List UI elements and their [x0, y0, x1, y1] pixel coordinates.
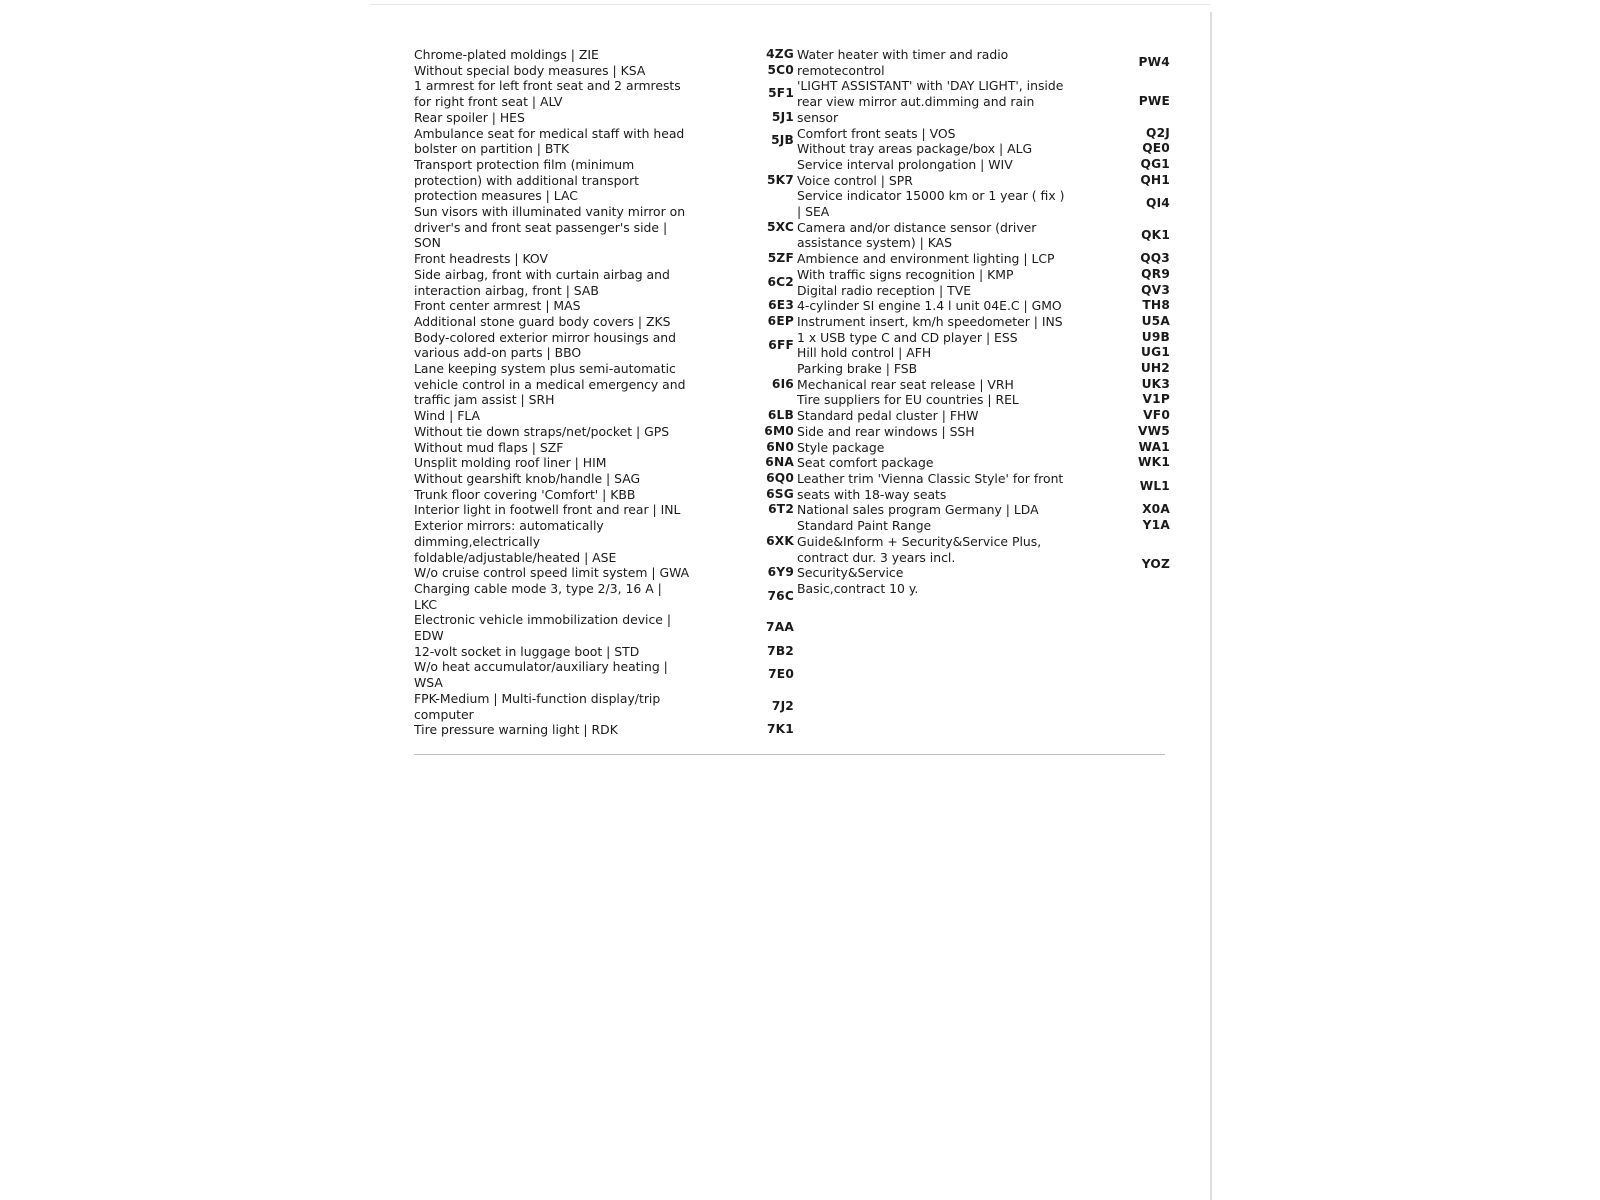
equipment-description: [414, 126, 754, 157]
option-code: 6EP: [767, 313, 794, 328]
option-code: 7AA: [766, 620, 794, 635]
description-line: Style package: [797, 439, 885, 455]
equipment-row: [797, 455, 1170, 471]
equipment-row: [797, 188, 1170, 219]
equipment-description: [414, 47, 754, 63]
description-line: Water heater with timer and radio: [797, 47, 1009, 62]
equipment-description: [414, 518, 754, 565]
equipment-description: [414, 157, 754, 204]
equipment-row: [414, 204, 794, 251]
equipment-description: [414, 644, 754, 660]
description-line: 4-cylinder SI engine 1.4 l unit 04E.C | GMO: [797, 298, 1062, 314]
option-code: 7K1: [766, 722, 794, 737]
equipment-description: [797, 298, 1065, 314]
description-line: 1 armrest for left front seat and 2 armrests: [414, 78, 681, 94]
equipment-description: [797, 440, 1065, 456]
description-line: Hill hold control | AFH: [797, 345, 932, 361]
equipment-description: [414, 298, 754, 314]
description-line: 'LIGHT ASSISTANT' with 'DAY LIGHT', inside: [797, 78, 1064, 94]
option-code: QQ3: [1140, 251, 1170, 266]
equipment-row: [797, 251, 1170, 267]
description-line: Without tray areas package/box | ALG: [797, 141, 1033, 157]
equipment-row: [797, 283, 1170, 299]
equipment-description: [414, 659, 754, 690]
equipment-description: [797, 502, 1065, 518]
option-code: TH8: [1142, 298, 1170, 313]
equipment-description: [414, 612, 754, 643]
equipment-row: [414, 487, 794, 503]
equipment-list-right: [797, 47, 1170, 597]
description-line: Side and rear windows | SSH: [797, 423, 975, 439]
description-line: EDW: [414, 628, 444, 644]
equipment-row: [797, 534, 1170, 597]
description-line: Wind | FLA: [414, 408, 480, 424]
table-bottom-divider: [414, 754, 1165, 755]
option-code: 5JB: [771, 133, 794, 148]
description-line: Electronic vehicle immobilization device |: [414, 612, 672, 628]
option-code: 5ZF: [767, 251, 794, 266]
option-code: U5A: [1141, 313, 1170, 328]
option-code: 7J2: [771, 698, 794, 713]
description-line: Unsplit molding roof liner | HIM: [414, 455, 607, 471]
description-line: Sun visors with illuminated vanity mirror on: [414, 204, 686, 220]
description-line: | SEA: [797, 204, 830, 220]
description-line: Ambulance seat for medical staff with head: [414, 125, 685, 141]
equipment-row: [414, 502, 794, 518]
equipment-description: [797, 220, 1065, 251]
option-code: X0A: [1142, 502, 1170, 517]
option-code: 6FF: [768, 337, 794, 352]
equipment-row: [797, 345, 1170, 361]
description-line: Lane keeping system plus semi-automatic: [414, 361, 676, 377]
option-code: UH2: [1140, 361, 1170, 376]
option-code: UG1: [1141, 345, 1170, 360]
description-line: Comfort front seats | VOS: [797, 125, 956, 141]
equipment-description: [797, 408, 1065, 424]
description-line: Digital radio reception | TVE: [797, 282, 972, 298]
equipment-row: [414, 251, 794, 267]
description-line: Service interval prolongation | WIV: [797, 156, 1013, 172]
description-line: Rear spoiler | HES: [414, 109, 525, 125]
description-line: Chrome-plated moldings | ZIE: [414, 47, 599, 62]
equipment-description: [414, 440, 754, 456]
option-code: QR9: [1141, 266, 1170, 281]
option-code: PWE: [1138, 94, 1170, 109]
equipment-row: [797, 502, 1170, 518]
option-code: V1P: [1142, 392, 1170, 407]
equipment-description: [414, 204, 754, 251]
equipment-row: [797, 330, 1170, 346]
option-code: QI4: [1146, 196, 1170, 211]
equipment-description: [414, 267, 754, 298]
equipment-row: [797, 78, 1170, 125]
equipment-description: [797, 534, 1065, 597]
equipment-description: [797, 377, 1065, 393]
equipment-row: [797, 141, 1170, 157]
equipment-description: [414, 251, 754, 267]
description-line: LKC: [414, 596, 438, 612]
equipment-description: [797, 361, 1065, 377]
equipment-row: [797, 47, 1170, 78]
option-code: WL1: [1139, 478, 1170, 493]
scan-right-edge: [1210, 12, 1212, 1200]
description-line: foldable/adjustable/heated | ASE: [414, 549, 617, 565]
description-line: 12-volt socket in luggage boot | STD: [414, 643, 640, 659]
equipment-row: [797, 440, 1170, 456]
description-line: Side airbag, front with curtain airbag and: [414, 266, 670, 282]
equipment-row: [797, 126, 1170, 142]
equipment-row: [414, 424, 794, 440]
description-line: Front headrests | KOV: [414, 251, 548, 267]
option-code: PW4: [1138, 54, 1170, 69]
option-code: YOZ: [1141, 557, 1170, 572]
option-code: 6M0: [764, 423, 794, 438]
equipment-description: [414, 487, 754, 503]
equipment-row: [414, 471, 794, 487]
option-code: 6LB: [767, 408, 794, 423]
equipment-description: [414, 314, 754, 330]
description-line: FPK-Medium | Multi-function display/trip: [414, 690, 661, 706]
description-line: sensor: [797, 109, 839, 125]
option-code: 6Y9: [767, 565, 794, 580]
equipment-row: [414, 330, 794, 361]
equipment-row: [414, 518, 794, 565]
description-line: Mechanical rear seat release | VRH: [797, 376, 1014, 392]
option-code: WA1: [1138, 439, 1170, 454]
equipment-description: [797, 345, 1065, 361]
equipment-description: [797, 392, 1065, 408]
equipment-row: [414, 63, 794, 79]
equipment-row: [414, 361, 794, 408]
equipment-row: [414, 314, 794, 330]
equipment-description: [797, 78, 1065, 125]
equipment-row: [414, 126, 794, 157]
equipment-row: [414, 722, 794, 738]
description-line: Basic,contract 10 y.: [797, 580, 919, 596]
option-code: 5K7: [766, 172, 794, 187]
description-line: Front center armrest | MAS: [414, 298, 581, 314]
equipment-description: [414, 581, 754, 612]
description-line: W/o heat accumulator/auxiliary heating |: [414, 659, 668, 675]
equipment-description: [797, 173, 1065, 189]
description-line: Instrument insert, km/h speedometer | INS: [797, 313, 1063, 329]
equipment-description: [797, 141, 1065, 157]
equipment-row: [797, 377, 1170, 393]
equipment-row: [414, 644, 794, 660]
description-line: rear view mirror aut.dimming and rain: [797, 94, 1035, 110]
equipment-description: [414, 63, 754, 79]
equipment-description: [414, 471, 754, 487]
equipment-row: [414, 408, 794, 424]
description-line: Tire suppliers for EU countries | REL: [797, 392, 1019, 408]
equipment-description: [414, 110, 754, 126]
description-line: various add-on parts | BBO: [414, 345, 582, 361]
option-code: QK1: [1141, 227, 1170, 242]
equipment-row: [797, 392, 1170, 408]
option-code: 6SG: [766, 486, 794, 501]
description-line: dimming,electrically: [414, 533, 541, 549]
option-code: QV3: [1141, 282, 1170, 297]
option-code: 5XC: [767, 219, 794, 234]
description-line: Additional stone guard body covers | ZKS: [414, 313, 671, 329]
equipment-row: [414, 47, 794, 63]
equipment-description: [797, 314, 1065, 330]
equipment-row: [414, 78, 794, 109]
option-code: 4ZG: [766, 47, 794, 61]
option-code: 6C2: [767, 274, 794, 289]
equipment-row: [414, 298, 794, 314]
equipment-row: [797, 424, 1170, 440]
equipment-row: [414, 581, 794, 612]
option-code: 6E3: [768, 298, 794, 313]
description-line: Charging cable mode 3, type 2/3, 16 A |: [414, 580, 662, 596]
equipment-row: [414, 691, 794, 722]
equipment-row: [414, 267, 794, 298]
option-code: 6Q0: [766, 470, 794, 485]
description-line: With traffic signs recognition | KMP: [797, 266, 1014, 282]
equipment-description: [797, 455, 1065, 471]
option-code: QH1: [1140, 172, 1170, 187]
description-line: Standard pedal cluster | FHW: [797, 408, 979, 424]
description-line: assistance system) | KAS: [797, 235, 953, 251]
description-line: seats with 18-way seats: [797, 486, 947, 502]
option-code: 76C: [767, 588, 794, 603]
option-code: QG1: [1140, 156, 1170, 171]
description-line: Trunk floor covering 'Comfort' | KBB: [414, 486, 636, 502]
equipment-row: [414, 565, 794, 581]
equipment-row: [797, 157, 1170, 173]
description-line: National sales program Germany | LDA: [797, 502, 1039, 518]
description-line: Guide&Inform + Security&Service Plus,: [797, 533, 1042, 549]
equipment-description: [797, 518, 1065, 534]
equipment-description: [414, 424, 754, 440]
option-code: 6XK: [766, 533, 794, 548]
description-line: W/o cruise control speed limit system | GWA: [414, 565, 690, 581]
equipment-description: [797, 47, 1065, 78]
equipment-description: [797, 471, 1065, 502]
option-code: 6T2: [768, 502, 794, 517]
description-line: Transport protection film (minimum: [414, 156, 635, 172]
description-line: WSA: [414, 675, 443, 691]
equipment-description: [414, 722, 754, 738]
description-line: Body-colored exterior mirror housings and: [414, 329, 676, 345]
equipment-row: [797, 314, 1170, 330]
equipment-description: [797, 157, 1065, 173]
description-line: 1 x USB type C and CD player | ESS: [797, 329, 1018, 345]
option-code: 5J1: [771, 109, 794, 124]
option-code: VW5: [1138, 423, 1170, 438]
equipment-description: [797, 126, 1065, 142]
description-line: protection measures | LAC: [414, 188, 578, 204]
description-line: Leather trim 'Vienna Classic Style' for front: [797, 470, 1064, 486]
option-code: Q2J: [1146, 125, 1170, 140]
description-line: Parking brake | FSB: [797, 361, 918, 377]
description-line: driver's and front seat passenger's side |: [414, 219, 668, 235]
equipment-row: [414, 612, 794, 643]
description-line: Exterior mirrors: automatically: [414, 518, 604, 534]
description-line: Ambience and environment lighting | LCP: [797, 251, 1055, 267]
equipment-description: [414, 502, 754, 518]
description-line: Standard Paint Range: [797, 518, 932, 534]
option-code: U9B: [1141, 329, 1170, 344]
equipment-description: [797, 267, 1065, 283]
equipment-description: [414, 330, 754, 361]
equipment-row: [797, 220, 1170, 251]
description-line: Service indicator 15000 km or 1 year ( fix ): [797, 188, 1065, 204]
option-code: VF0: [1143, 408, 1170, 423]
description-line: protection) with additional transport: [414, 172, 640, 188]
description-line: bolster on partition | BTK: [414, 141, 570, 157]
description-line: interaction airbag, front | SAB: [414, 282, 599, 298]
equipment-row: [797, 298, 1170, 314]
option-code: 5F1: [768, 86, 794, 101]
option-code: 6I6: [771, 376, 794, 391]
equipment-row: [797, 408, 1170, 424]
option-code: Y1A: [1142, 518, 1170, 533]
description-line: SON: [414, 235, 441, 251]
description-line: Seat comfort package: [797, 455, 934, 471]
equipment-description: [414, 691, 754, 722]
equipment-row: [797, 267, 1170, 283]
description-line: Without special body measures | KSA: [414, 62, 646, 78]
description-line: traffic jam assist | SRH: [414, 392, 555, 408]
option-code: QE0: [1142, 141, 1170, 156]
equipment-description: [797, 283, 1065, 299]
option-code: 6NA: [765, 455, 794, 470]
description-line: Camera and/or distance sensor (driver: [797, 219, 1037, 235]
equipment-row: [414, 455, 794, 471]
description-line: Without mud flaps | SZF: [414, 439, 564, 455]
equipment-description: [414, 455, 754, 471]
equipment-description: [414, 408, 754, 424]
equipment-description: [414, 361, 754, 408]
equipment-row: [414, 659, 794, 690]
option-code: WK1: [1138, 455, 1170, 470]
equipment-description: [797, 251, 1065, 267]
equipment-description: [414, 78, 754, 109]
option-code: UK3: [1141, 376, 1170, 391]
equipment-description: [797, 330, 1065, 346]
description-line: Voice control | SPR: [797, 172, 913, 188]
description-line: Tire pressure warning light | RDK: [414, 722, 618, 738]
description-line: computer: [414, 706, 474, 722]
equipment-description: [797, 188, 1065, 219]
equipment-list-left: [414, 47, 794, 738]
option-code: 7E0: [768, 667, 794, 682]
equipment-row: [797, 518, 1170, 534]
equipment-description: [797, 424, 1065, 440]
equipment-row: [414, 157, 794, 204]
equipment-row: [797, 173, 1170, 189]
scan-top-edge: [370, 4, 1210, 5]
option-code: 6N0: [766, 439, 794, 454]
description-line: Without tie down straps/net/pocket | GPS: [414, 423, 670, 439]
option-code: 7B2: [767, 643, 794, 658]
option-code: 5C0: [767, 62, 794, 77]
equipment-row: [414, 440, 794, 456]
description-line: Without gearshift knob/handle | SAG: [414, 470, 641, 486]
equipment-row: [797, 471, 1170, 502]
description-line: contract dur. 3 years incl. Security&Service: [797, 549, 956, 581]
equipment-description: [414, 565, 754, 581]
equipment-row: [414, 110, 794, 126]
description-line: remotecontrol: [797, 62, 885, 78]
description-line: vehicle control in a medical emergency and: [414, 376, 686, 392]
equipment-row: [797, 361, 1170, 377]
description-line: for right front seat | ALV: [414, 94, 563, 110]
description-line: Interior light in footwell front and rear | INL: [414, 502, 681, 518]
